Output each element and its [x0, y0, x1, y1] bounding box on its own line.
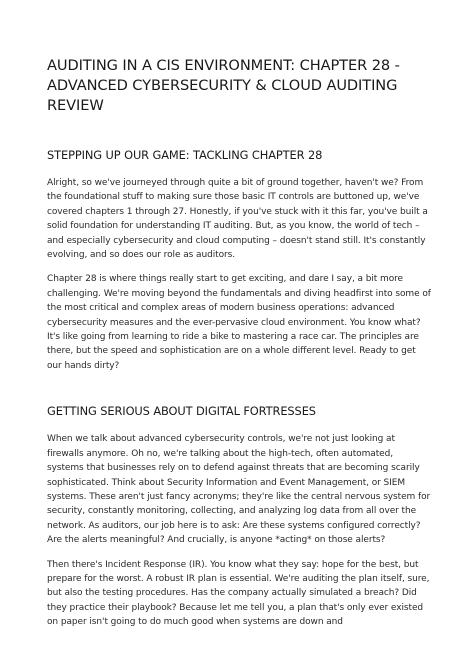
section-heading-digital-fortresses: GETTING SERIOUS ABOUT DIGITAL FORTRESSES — [47, 404, 316, 419]
section-heading-stepping-up: STEPPING UP OUR GAME: TACKLING CHAPTER 28 — [47, 148, 323, 162]
paragraph-siem-systems: When we talk about advanced cybersecurity controls, we're not just looking at firewalls anymore. Oh no, we're talking about the high-tech, often automated, systems that businesses rely on to defend against threats that are becoming scarily sophisticated. Think about Security Information and Event Management, or SIEM systems. These aren't just fancy acronyms; they're like the central nervous system for security, constantly monitoring, collecting, and analyzing log data from all over the network. As auditors, our job here is to ask: Are these systems configured correctly? Are the alerts meaningful? And crucially, is anyone *acting* on those alerts? — [47, 434, 431, 546]
paragraph-chapter-28-intro: Chapter 28 is where things really start to get exciting, and dare I say, a bit more challenging. We're moving beyond the fundamentals and diving headfirst into some of the most critical and complex areas of modern business operations: advanced cybersecurity measures and the ever-pervasive cloud environment. You know what? It's like going from learning to ride a bike to mastering a race car. The principles are there, but the speed and sophistication are on a whole different level. Ready to get our hands dirty? — [47, 274, 431, 371]
paragraph-journey-recap: Alright, so we've journeyed through quite a bit of ground together, haven't we? From the foundational stuff to making sure those basic IT controls are buttoned up, we've covered chapters 1 through 27. Honestly, if you've stuck with it this far, you've built a solid foundation for understanding IT auditing. But, as you know, the world of tech – and especially cybersecurity and cloud computing – doesn't stand still. It's constantly evolving, and so does our role as auditors. — [47, 178, 428, 261]
document-title: AUDITING IN A CIS ENVIRONMENT: CHAPTER 28 - ADVANCED CYBERSECURITY & CLOUD AUDITING REVIEW — [47, 57, 400, 114]
paragraph-incident-response: Then there's Incident Response (IR). You know what they say: hope for the best, but prepare for the worst. A robust IR plan is essential. We're auditing the plan itself, sure, but also the testing procedures. Has the company actually simulated a breach? Did they practice their playbook? Because let me tell you, a plan that's only ever existed on paper isn't going to do much good when systems are down and — [47, 559, 430, 628]
